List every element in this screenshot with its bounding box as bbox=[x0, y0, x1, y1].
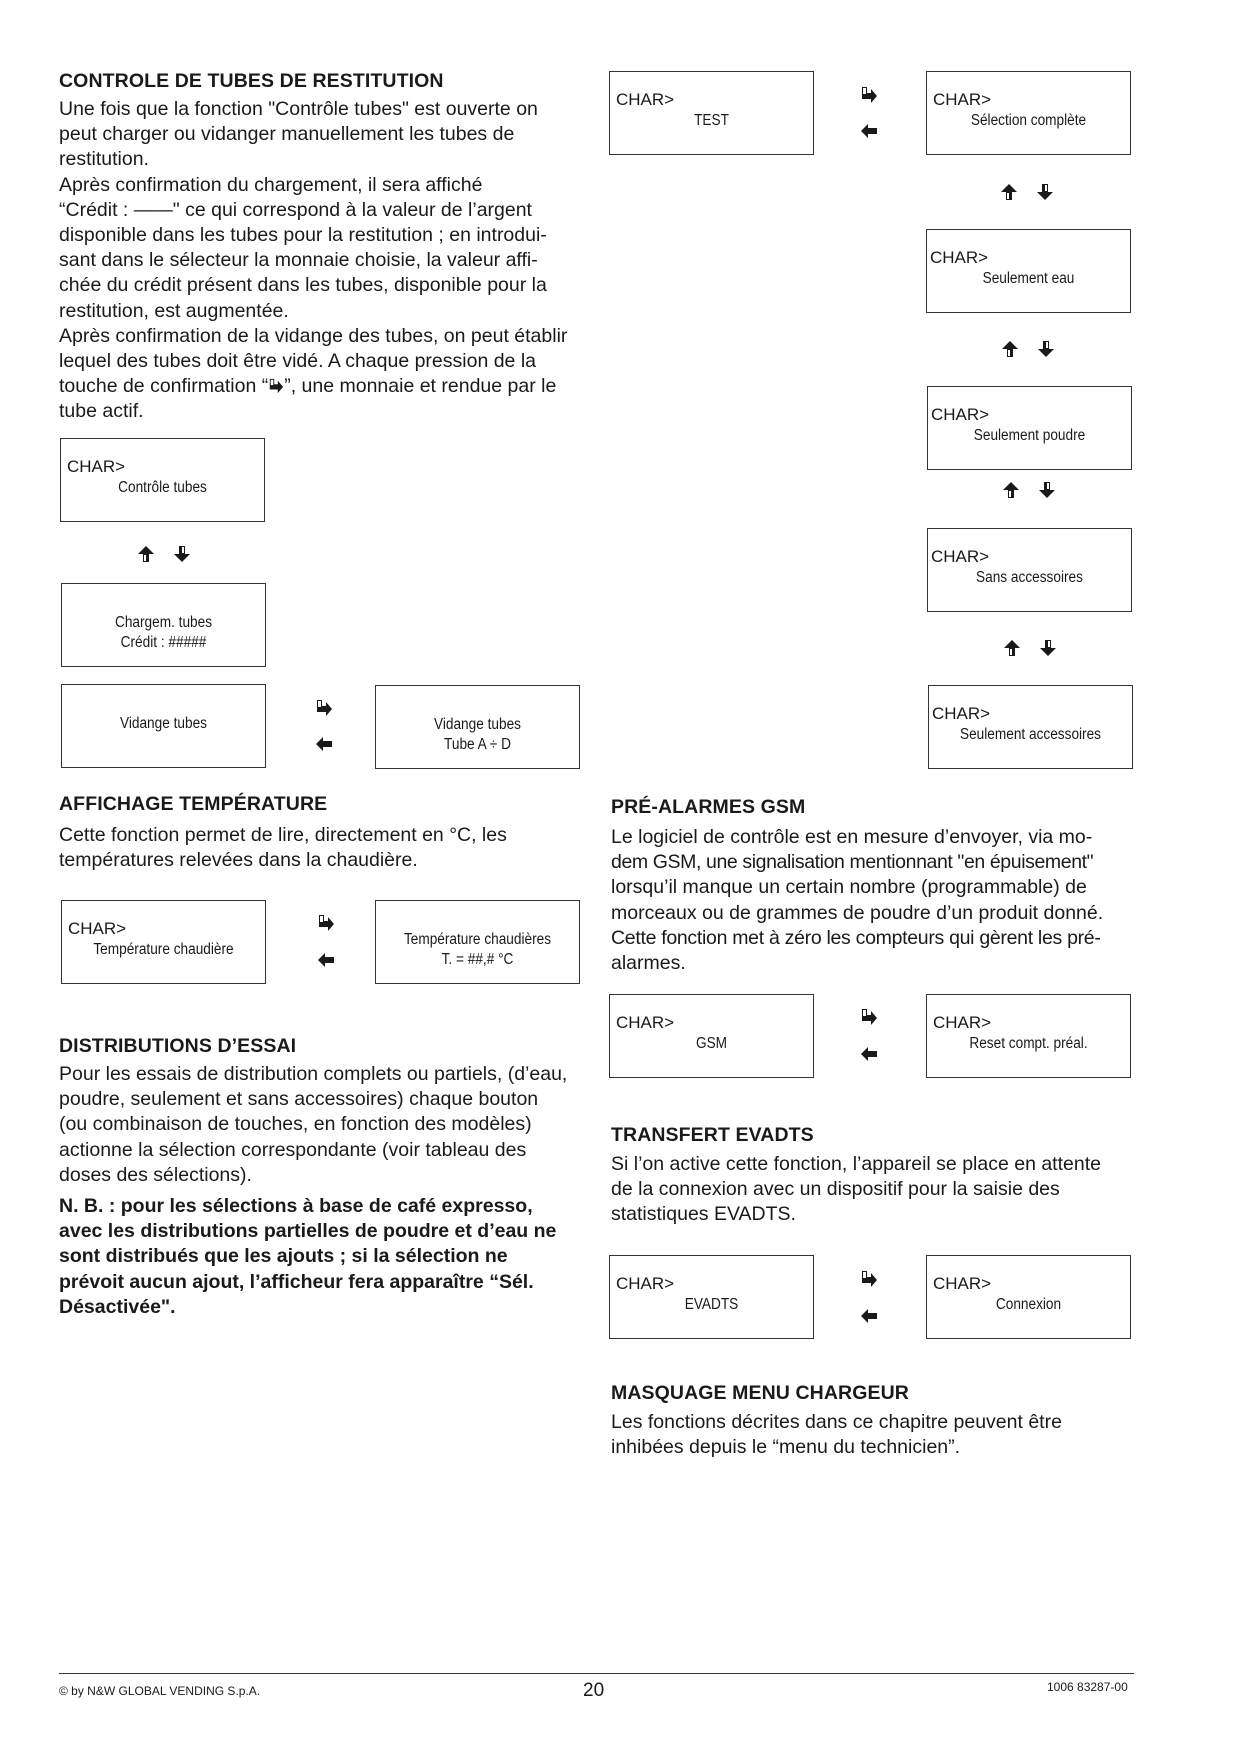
text-line: restitution, est augmentée. bbox=[59, 299, 289, 322]
up-arrow-icon bbox=[1001, 340, 1019, 358]
display-line-2: Seulement poudre bbox=[973, 427, 1086, 444]
text-line: Les fonctions décrites dans ce chapitre peuvent être bbox=[611, 1411, 1062, 1433]
text-line bbox=[59, 374, 578, 399]
text-line: Si l’on active cette fonction, l’appareil se place en attente bbox=[611, 1153, 1101, 1175]
display-line-2: Température chaudière bbox=[93, 941, 234, 958]
text-line: Désactivée". bbox=[59, 1295, 176, 1318]
text-line: lorsqu’il manque un certain nombre (programmable) de bbox=[611, 876, 1087, 899]
text-line: Après confirmation du chargement, il sera affiché bbox=[59, 173, 483, 196]
confirm-arrow-icon bbox=[860, 86, 878, 104]
paragraph-temperature bbox=[59, 823, 578, 873]
escape-arrow-icon bbox=[860, 1045, 878, 1063]
display-connexion bbox=[926, 1255, 1131, 1339]
section-title-controle: CONTROLE DE TUBES DE RESTITUTION bbox=[59, 70, 444, 92]
display-line-1: CHAR> bbox=[933, 1274, 992, 1293]
down-arrow-icon bbox=[173, 545, 191, 563]
escape-arrow-icon bbox=[860, 1307, 878, 1325]
text-line: avec les distributions partielles de poudre et d’eau ne bbox=[59, 1220, 557, 1243]
display-line-1: CHAR> bbox=[930, 248, 989, 267]
confirm-arrow-icon bbox=[860, 1270, 878, 1288]
display-line-2: Seulement eau bbox=[982, 270, 1075, 287]
display-line-1: Chargem. tubes bbox=[114, 614, 213, 631]
display-line-2: TEST bbox=[694, 112, 729, 129]
escape-arrow-icon bbox=[315, 735, 333, 753]
text-fragment: ”, une monnaie et rendue par le bbox=[284, 375, 557, 398]
text-line: Cette fonction permet de lire, directement en °C, les bbox=[59, 824, 507, 846]
display-seulement-eau bbox=[926, 229, 1131, 313]
text-line: Pour les essais de distribution complets ou partiels, (d’eau, bbox=[59, 1063, 568, 1085]
display-seulement-accessoires bbox=[928, 685, 1133, 769]
display-line-2: Reset compt. préal. bbox=[969, 1035, 1088, 1052]
display-line-1: Température chaudières bbox=[403, 931, 552, 948]
display-line-1: CHAR> bbox=[933, 1013, 992, 1032]
display-line-2: Seulement accessoires bbox=[959, 726, 1102, 743]
document-code: 1006 83287-00 bbox=[1047, 1680, 1128, 1694]
display-temperature-chaudiere bbox=[61, 900, 266, 984]
text-line: lequel des tubes doit être vidé. A chaque pression de la bbox=[59, 350, 536, 373]
display-controle-tubes bbox=[60, 438, 265, 522]
display-vidange-tubes bbox=[61, 684, 266, 768]
page-number: 20 bbox=[583, 1680, 605, 1701]
paragraph-masquage bbox=[611, 1410, 1130, 1460]
text-line: tube actif. bbox=[59, 400, 144, 423]
section-title-temperature: AFFICHAGE TEMPÉRATURE bbox=[59, 793, 328, 815]
section-title-distributions: DISTRIBUTIONS D’ESSAI bbox=[59, 1035, 297, 1057]
paragraph-controle bbox=[59, 97, 578, 425]
text-line: Le logiciel de contrôle est en mesure d’envoyer, via mo- bbox=[611, 826, 1093, 848]
text-line: doses des sélections). bbox=[59, 1163, 252, 1186]
display-line-1: CHAR> bbox=[931, 405, 990, 424]
up-arrow-icon bbox=[1000, 183, 1018, 201]
down-arrow-icon bbox=[1037, 340, 1055, 358]
display-line-1: CHAR> bbox=[616, 1013, 675, 1032]
text-fragment: touche de confirmation “ bbox=[59, 375, 269, 398]
display-test bbox=[609, 71, 814, 155]
text-line: sant dans le sélecteur la monnaie choisie, la valeur affi- bbox=[59, 249, 538, 272]
display-vidange-tube-select bbox=[375, 685, 580, 769]
paragraph-evadts bbox=[611, 1152, 1130, 1228]
display-line-1: Vidange tubes bbox=[120, 715, 207, 732]
display-seulement-poudre bbox=[927, 386, 1132, 470]
text-line: alarmes. bbox=[611, 952, 686, 975]
section-title-masquage: MASQUAGE MENU CHARGEUR bbox=[611, 1382, 909, 1404]
display-line-2: Sélection complète bbox=[970, 112, 1087, 129]
footer-copyright: © by N&W GLOBAL VENDING S.p.A. bbox=[59, 1684, 261, 1698]
display-line-2: Connexion bbox=[995, 1296, 1062, 1313]
display-evadts bbox=[609, 1255, 814, 1339]
display-line-2: T. = ##,# °C bbox=[441, 951, 514, 968]
text-line: actionne la sélection correspondante (voir tableau des bbox=[59, 1138, 527, 1161]
display-chargem-tubes bbox=[61, 583, 266, 667]
down-arrow-icon bbox=[1039, 639, 1057, 657]
confirm-arrow-icon bbox=[315, 699, 333, 717]
escape-arrow-icon bbox=[317, 951, 335, 969]
display-temperature-value bbox=[375, 900, 580, 984]
confirm-arrow-icon bbox=[860, 1008, 878, 1026]
confirm-arrow-icon bbox=[317, 914, 335, 932]
text-line: “Crédit : ——" ce qui correspond à la valeur de l’argent bbox=[59, 198, 532, 221]
text-line: statistiques EVADTS. bbox=[611, 1203, 796, 1226]
text-line: chée du crédit présent dans les tubes, disponible pour la bbox=[59, 274, 547, 297]
display-line-2: Crédit : ##### bbox=[120, 634, 207, 651]
confirm-arrow-icon bbox=[268, 378, 284, 394]
display-line-2: Contrôle tubes bbox=[118, 479, 207, 496]
text-line: poudre, seulement et sans accessoires) chaque bouton bbox=[59, 1088, 539, 1111]
display-line-2: Sans accessoires bbox=[976, 569, 1083, 586]
text-line: N. B. : pour les sélections à base de café expresso, bbox=[59, 1195, 533, 1218]
text-line: sont distribués que les ajouts ; si la sélection ne bbox=[59, 1245, 508, 1268]
display-line-1: Vidange tubes bbox=[434, 716, 521, 733]
up-arrow-icon bbox=[137, 545, 155, 563]
display-gsm bbox=[609, 994, 814, 1078]
display-line-2: GSM bbox=[695, 1035, 728, 1052]
text-line: Après confirmation de la vidange des tubes, on peut établir bbox=[59, 324, 568, 347]
display-line-1: CHAR> bbox=[933, 90, 992, 109]
footer-divider bbox=[59, 1673, 1134, 1674]
text-line: températures relevées dans la chaudière. bbox=[59, 849, 418, 872]
down-arrow-icon bbox=[1036, 183, 1054, 201]
display-line-2: Tube A ÷ D bbox=[444, 736, 511, 753]
section-title-evadts: TRANSFERT EVADTS bbox=[611, 1124, 814, 1146]
text-line: peut charger ou vidanger manuellement les tubes de bbox=[59, 123, 515, 146]
display-selection-complete bbox=[926, 71, 1131, 155]
display-reset-compt bbox=[926, 994, 1131, 1078]
down-arrow-icon bbox=[1038, 481, 1056, 499]
escape-arrow-icon bbox=[860, 122, 878, 140]
display-line-1: CHAR> bbox=[932, 704, 991, 723]
display-line-1: CHAR> bbox=[616, 1274, 675, 1293]
display-line-2: EVADTS bbox=[684, 1296, 739, 1313]
text-line: morceaux ou de grammes de poudre d’un produit donné. bbox=[611, 901, 1104, 924]
text-line: Une fois que la fonction "Contrôle tubes" est ouverte on bbox=[59, 98, 538, 120]
text-line: restitution. bbox=[59, 148, 149, 171]
display-line-1: CHAR> bbox=[67, 457, 126, 476]
paragraph-distributions bbox=[59, 1062, 578, 1320]
display-line-1: CHAR> bbox=[931, 547, 990, 566]
text-line: (ou combinaison de touches, en fonction des modèles) bbox=[59, 1113, 532, 1136]
text-line: prévoit aucun ajout, l’afficheur fera apparaître “Sél. bbox=[59, 1270, 534, 1293]
text-line: inhibées depuis le “menu du technicien”. bbox=[611, 1436, 961, 1459]
text-line: disponible dans les tubes pour la restitution ; en introdui- bbox=[59, 224, 547, 247]
text-line: de la connexion avec un dispositif pour la saisie des bbox=[611, 1178, 1060, 1201]
paragraph-gsm bbox=[611, 825, 1134, 976]
up-arrow-icon bbox=[1003, 639, 1021, 657]
text-line: Cette fonction met à zéro les compteurs qui gèrent les pré- bbox=[611, 926, 1101, 949]
up-arrow-icon bbox=[1002, 481, 1020, 499]
text-line: dem GSM, une signalisation mentionnant "en épuisement" bbox=[611, 851, 1094, 874]
section-title-gsm: PRÉ-ALARMES GSM bbox=[611, 796, 806, 818]
display-line-1: CHAR> bbox=[68, 919, 127, 938]
display-sans-accessoires bbox=[927, 528, 1132, 612]
display-line-1: CHAR> bbox=[616, 90, 675, 109]
